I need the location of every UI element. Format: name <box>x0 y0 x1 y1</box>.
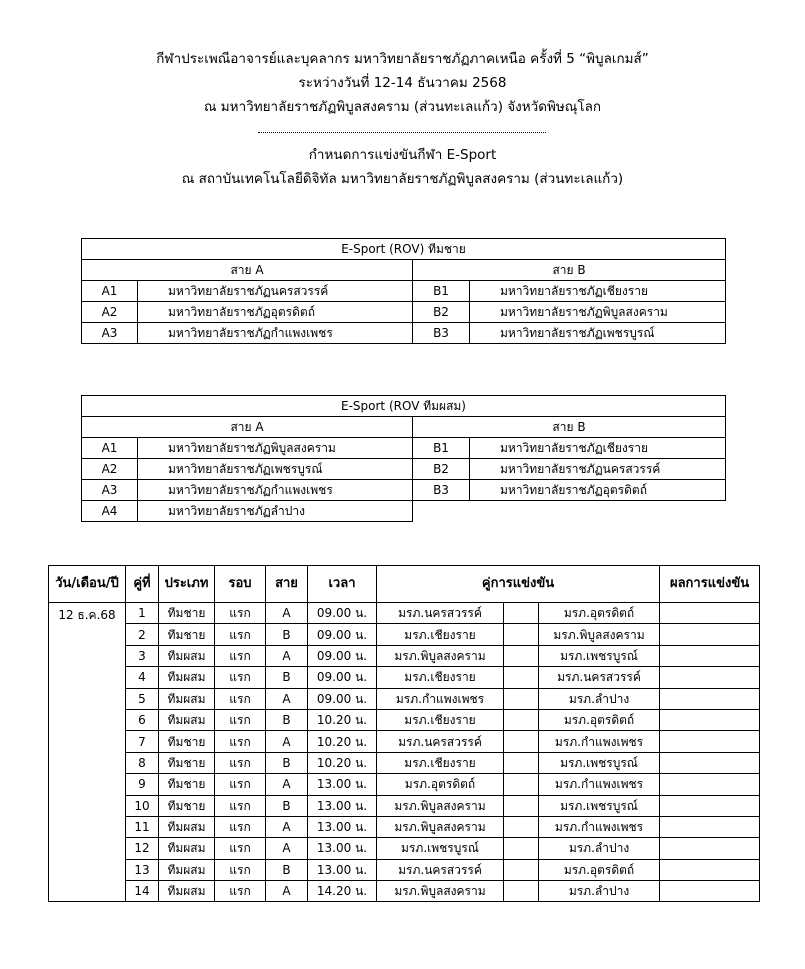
match-result <box>660 709 760 730</box>
table-row <box>49 859 760 880</box>
table-row <box>82 281 726 302</box>
match-date: 12 ธ.ค.68 <box>49 603 126 902</box>
match-result <box>660 624 760 645</box>
team-name: มหาวิทยาลัยราชภัฏพิบูลสงคราม <box>470 302 726 323</box>
match-type: ทีมผสม <box>159 816 215 837</box>
table-row <box>82 459 726 480</box>
match-result <box>660 688 760 709</box>
team-2: มรภ.นครสวรรค์ <box>539 667 660 688</box>
empty-cell <box>413 501 470 522</box>
team-name: มหาวิทยาลัยราชภัฏเพชรบูรณ์ <box>138 459 413 480</box>
vs-cell <box>504 603 539 624</box>
match-group: A <box>266 731 308 752</box>
vs-cell <box>504 624 539 645</box>
vs-cell <box>504 816 539 837</box>
match-round: แรก <box>215 774 266 795</box>
match-no: 5 <box>126 688 159 709</box>
match-time: 13.00 น. <box>308 774 377 795</box>
team-code: B3 <box>413 480 470 501</box>
team-1: มรภ.นครสวรรค์ <box>377 859 504 880</box>
match-group: B <box>266 859 308 880</box>
team-code: A2 <box>82 459 138 480</box>
table-row <box>49 603 760 624</box>
match-result <box>660 752 760 773</box>
mixed-groups-table <box>81 395 726 522</box>
match-result <box>660 838 760 859</box>
team-1: มรภ.กำแพงเพชร <box>377 688 504 709</box>
match-round: แรก <box>215 603 266 624</box>
match-round: แรก <box>215 795 266 816</box>
team-2: มรภ.ลำปาง <box>539 881 660 902</box>
match-type: ทีมชาย <box>159 795 215 816</box>
match-result <box>660 645 760 666</box>
table-row <box>49 816 760 837</box>
match-type: ทีมผสม <box>159 667 215 688</box>
team-code: A3 <box>82 480 138 501</box>
vs-cell <box>504 709 539 730</box>
match-group: A <box>266 603 308 624</box>
table-row <box>82 480 726 501</box>
match-type: ทีมชาย <box>159 603 215 624</box>
match-time: 13.00 น. <box>308 838 377 859</box>
match-result <box>660 667 760 688</box>
match-no: 14 <box>126 881 159 902</box>
team-2: มรภ.เพชรบูรณ์ <box>539 645 660 666</box>
match-time: 13.00 น. <box>308 816 377 837</box>
team-1: มรภ.เชียงราย <box>377 709 504 730</box>
match-type: ทีมผสม <box>159 645 215 666</box>
team-code: A3 <box>82 323 138 344</box>
match-type: ทีมผสม <box>159 859 215 880</box>
schedule-venue: ณ สถาบันเทคโนโลยีดิจิทัล มหาวิทยาลัยราชภัฏพิบูลสงคราม (ส่วนทะเลแก้ว) <box>181 171 624 187</box>
match-type: ทีมชาย <box>159 774 215 795</box>
table-row <box>49 795 760 816</box>
match-no: 2 <box>126 624 159 645</box>
doc-dates: ระหว่างวันที่ 12-14 ธันวาคม 2568 <box>298 75 507 91</box>
match-group: A <box>266 688 308 709</box>
match-result <box>660 859 760 880</box>
col-type: ประเภท <box>159 566 215 603</box>
match-round: แรก <box>215 645 266 666</box>
match-schedule-table <box>48 565 760 902</box>
table-row <box>82 438 726 459</box>
match-round: แรก <box>215 838 266 859</box>
match-group: B <box>266 795 308 816</box>
match-no: 8 <box>126 752 159 773</box>
team-2: มรภ.อุตรดิตถ์ <box>539 859 660 880</box>
col-round: รอบ <box>215 566 266 603</box>
match-type: ทีมผสม <box>159 688 215 709</box>
match-no: 3 <box>126 645 159 666</box>
match-type: ทีมผสม <box>159 709 215 730</box>
match-result <box>660 816 760 837</box>
match-type: ทีมชาย <box>159 731 215 752</box>
match-time: 09.00 น. <box>308 667 377 688</box>
team-1: มรภ.เพชรบูรณ์ <box>377 838 504 859</box>
match-group: B <box>266 667 308 688</box>
match-time: 10.20 น. <box>308 731 377 752</box>
vs-cell <box>504 731 539 752</box>
team-2: มรภ.กำแพงเพชร <box>539 816 660 837</box>
table-row <box>49 752 760 773</box>
team-1: มรภ.พิบูลสงคราม <box>377 881 504 902</box>
team-code: A1 <box>82 281 138 302</box>
team-2: มรภ.เพชรบูรณ์ <box>539 752 660 773</box>
table-row <box>49 709 760 730</box>
col-match-no: คู่ที่ <box>126 566 159 603</box>
table-row <box>49 774 760 795</box>
col-date: วัน/เดือน/ปี <box>49 566 126 603</box>
team-code: B1 <box>413 281 470 302</box>
group-b-label: สาย B <box>413 260 726 281</box>
match-no: 4 <box>126 667 159 688</box>
table-title: E-Sport (ROV ทีมผสม) <box>82 396 726 417</box>
doc-venue: ณ มหาวิทยาลัยราชภัฏพิบูลสงคราม (ส่วนทะเลแก้ว) จังหวัดพิษณุโลก <box>203 99 602 115</box>
col-result: ผลการแข่งขัน <box>660 566 760 603</box>
col-group: สาย <box>266 566 308 603</box>
match-round: แรก <box>215 859 266 880</box>
team-2: มรภ.ลำปาง <box>539 688 660 709</box>
table-row <box>49 667 760 688</box>
match-group: A <box>266 774 308 795</box>
match-type: ทีมชาย <box>159 752 215 773</box>
match-no: 11 <box>126 816 159 837</box>
team-name: มหาวิทยาลัยราชภัฏเพชรบูรณ์ <box>470 323 726 344</box>
vs-cell <box>504 774 539 795</box>
team-1: มรภ.เชียงราย <box>377 624 504 645</box>
vs-cell <box>504 795 539 816</box>
team-2: มรภ.พิบูลสงคราม <box>539 624 660 645</box>
team-1: มรภ.พิบูลสงคราม <box>377 816 504 837</box>
match-result <box>660 603 760 624</box>
match-group: B <box>266 752 308 773</box>
group-a-label: สาย A <box>82 417 413 438</box>
match-time: 13.00 น. <box>308 795 377 816</box>
table-row <box>82 302 726 323</box>
table-row <box>49 688 760 709</box>
team-1: มรภ.พิบูลสงคราม <box>377 645 504 666</box>
team-2: มรภ.กำแพงเพชร <box>539 774 660 795</box>
men-groups-table <box>81 238 726 344</box>
group-a-label: สาย A <box>82 260 413 281</box>
team-code: B2 <box>413 459 470 480</box>
team-code: A4 <box>82 501 138 522</box>
match-group: A <box>266 838 308 859</box>
team-1: มรภ.นครสวรรค์ <box>377 731 504 752</box>
match-round: แรก <box>215 881 266 902</box>
col-matchup: คู่การแข่งขัน <box>377 566 660 603</box>
team-code: A1 <box>82 438 138 459</box>
team-1: มรภ.เชียงราย <box>377 667 504 688</box>
match-time: 13.00 น. <box>308 859 377 880</box>
match-time: 10.20 น. <box>308 709 377 730</box>
match-group: A <box>266 816 308 837</box>
match-result <box>660 881 760 902</box>
team-name: มหาวิทยาลัยราชภัฏนครสวรรค์ <box>470 459 726 480</box>
match-time: 14.20 น. <box>308 881 377 902</box>
match-time: 10.20 น. <box>308 752 377 773</box>
match-group: A <box>266 645 308 666</box>
vs-cell <box>504 667 539 688</box>
team-2: มรภ.กำแพงเพชร <box>539 731 660 752</box>
table-row <box>49 838 760 859</box>
vs-cell <box>504 752 539 773</box>
team-name: มหาวิทยาลัยราชภัฏกำแพงเพชร <box>138 323 413 344</box>
empty-cell <box>470 501 726 522</box>
team-1: มรภ.นครสวรรค์ <box>377 603 504 624</box>
team-code: B2 <box>413 302 470 323</box>
team-2: มรภ.อุตรดิตถ์ <box>539 603 660 624</box>
match-round: แรก <box>215 752 266 773</box>
match-no: 9 <box>126 774 159 795</box>
team-1: มรภ.เชียงราย <box>377 752 504 773</box>
vs-cell <box>504 688 539 709</box>
table-row <box>49 731 760 752</box>
team-name: มหาวิทยาลัยราชภัฏพิบูลสงคราม <box>138 438 413 459</box>
match-no: 13 <box>126 859 159 880</box>
table-row <box>49 881 760 902</box>
team-name: มหาวิทยาลัยราชภัฏอุตรดิตถ์ <box>138 302 413 323</box>
match-time: 09.00 น. <box>308 645 377 666</box>
match-result <box>660 795 760 816</box>
table-row <box>49 624 760 645</box>
team-1: มรภ.อุตรดิตถ์ <box>377 774 504 795</box>
match-time: 09.00 น. <box>308 688 377 709</box>
match-result <box>660 731 760 752</box>
team-name: มหาวิทยาลัยราชภัฏอุตรดิตถ์ <box>470 480 726 501</box>
group-b-label: สาย B <box>413 417 726 438</box>
team-name: มหาวิทยาลัยราชภัฏเชียงราย <box>470 281 726 302</box>
match-round: แรก <box>215 731 266 752</box>
match-group: B <box>266 709 308 730</box>
team-name: มหาวิทยาลัยราชภัฏลำปาง <box>138 501 413 522</box>
team-1: มรภ.พิบูลสงคราม <box>377 795 504 816</box>
team-name: มหาวิทยาลัยราชภัฏเชียงราย <box>470 438 726 459</box>
team-code: B1 <box>413 438 470 459</box>
col-time: เวลา <box>308 566 377 603</box>
vs-cell <box>504 859 539 880</box>
team-name: มหาวิทยาลัยราชภัฏกำแพงเพชร <box>138 480 413 501</box>
table-header-row <box>49 566 760 603</box>
team-2: มรภ.ลำปาง <box>539 838 660 859</box>
team-code: B3 <box>413 323 470 344</box>
vs-cell <box>504 838 539 859</box>
doc-title: กีฬาประเพณีอาจารย์และบุคลากร มหาวิทยาลัยราชภัฏภาคเหนือ ครั้งที่ 5 “พิบูลเกมส์” <box>156 51 649 67</box>
match-round: แรก <box>215 816 266 837</box>
match-no: 10 <box>126 795 159 816</box>
table-row <box>82 501 726 522</box>
match-type: ทีมผสม <box>159 881 215 902</box>
match-round: แรก <box>215 624 266 645</box>
match-no: 6 <box>126 709 159 730</box>
match-round: แรก <box>215 688 266 709</box>
dotted-divider <box>258 128 546 133</box>
match-no: 12 <box>126 838 159 859</box>
match-round: แรก <box>215 667 266 688</box>
match-round: แรก <box>215 709 266 730</box>
team-2: มรภ.อุตรดิตถ์ <box>539 709 660 730</box>
match-type: ทีมชาย <box>159 624 215 645</box>
match-time: 09.00 น. <box>308 603 377 624</box>
vs-cell <box>504 881 539 902</box>
schedule-title: กำหนดการแข่งขันกีฬา E-Sport <box>308 147 497 163</box>
match-group: B <box>266 624 308 645</box>
match-no: 7 <box>126 731 159 752</box>
match-time: 09.00 น. <box>308 624 377 645</box>
match-type: ทีมผสม <box>159 838 215 859</box>
match-group: A <box>266 881 308 902</box>
team-code: A2 <box>82 302 138 323</box>
match-result <box>660 774 760 795</box>
table-row <box>82 323 726 344</box>
match-no: 1 <box>126 603 159 624</box>
table-title: E-Sport (ROV) ทีมชาย <box>82 239 726 260</box>
vs-cell <box>504 645 539 666</box>
team-2: มรภ.เพชรบูรณ์ <box>539 795 660 816</box>
team-name: มหาวิทยาลัยราชภัฏนครสวรรค์ <box>138 281 413 302</box>
table-row <box>49 645 760 666</box>
